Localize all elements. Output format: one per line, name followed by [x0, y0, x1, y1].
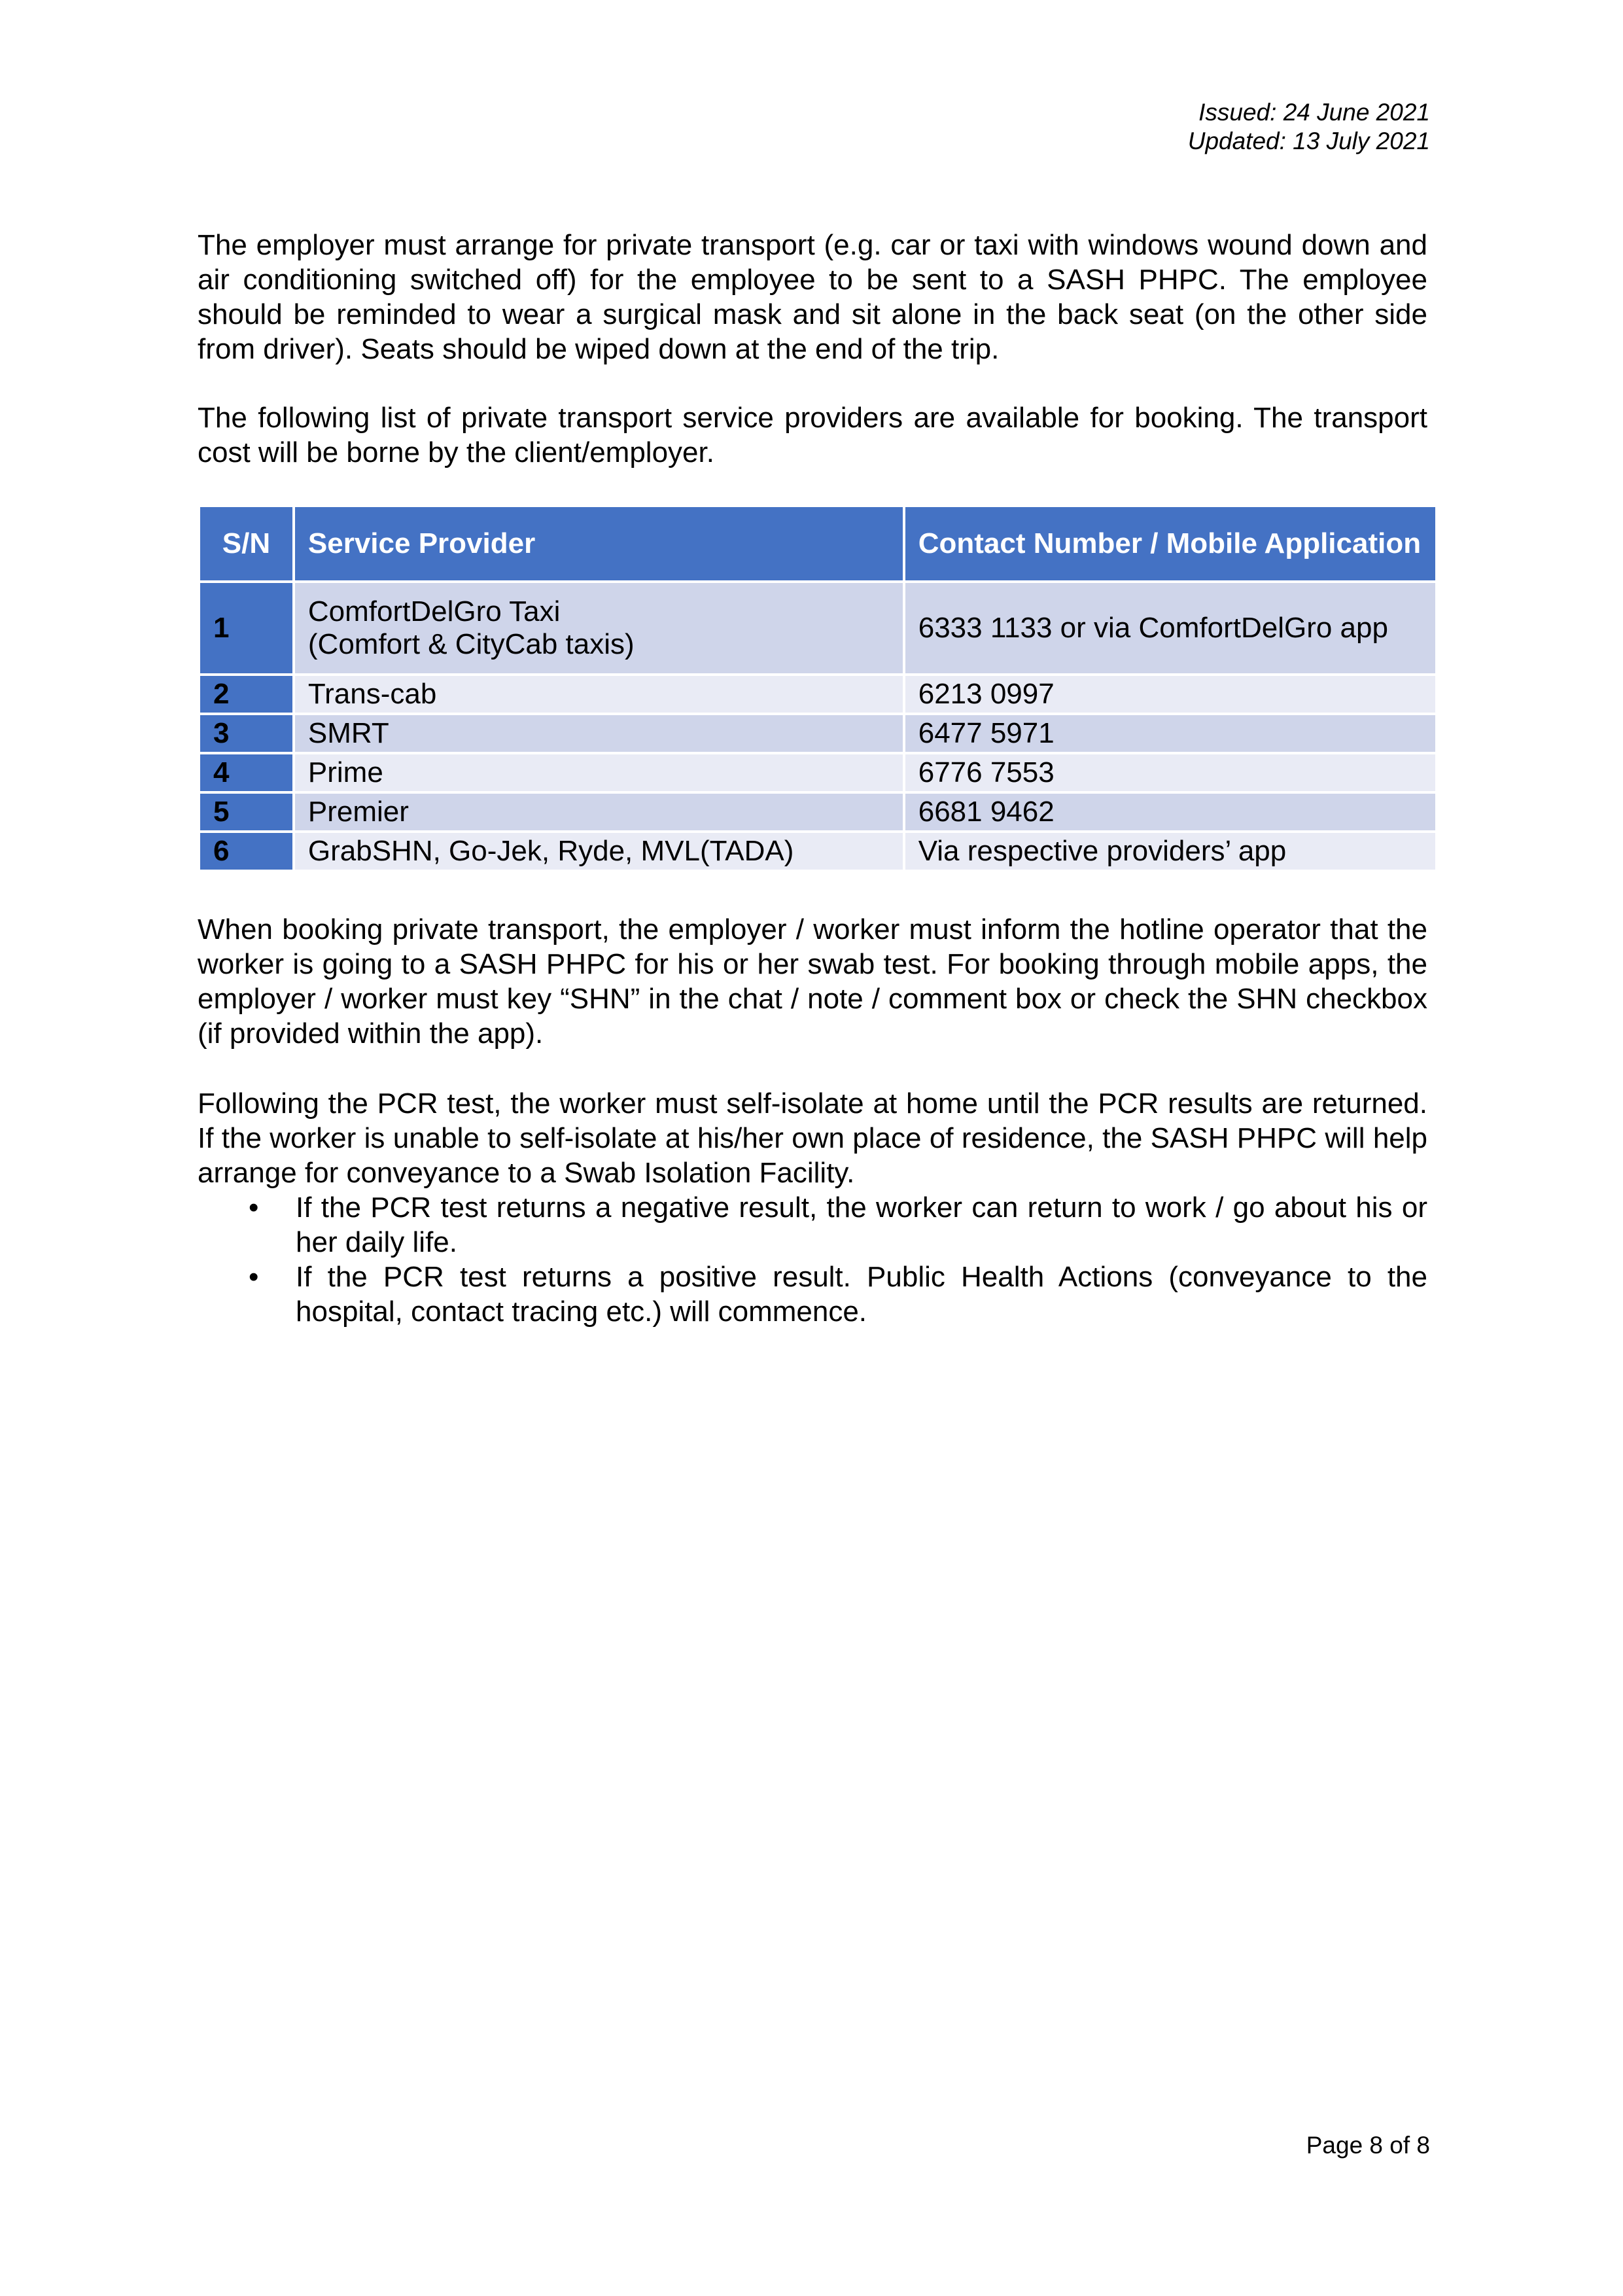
table-row — [199, 714, 1437, 753]
table-row — [199, 582, 1437, 675]
row-provider: Prime — [294, 753, 904, 792]
list-item — [198, 1190, 1427, 1260]
row-provider — [294, 582, 904, 675]
table-header-row — [199, 506, 1437, 582]
row-sn: 3 — [199, 714, 294, 753]
table-row — [199, 792, 1437, 832]
row-sn: 2 — [199, 675, 294, 714]
row-contact: 6213 0997 — [904, 675, 1437, 714]
row-provider: SMRT — [294, 714, 904, 753]
bullet-icon: • — [249, 1192, 259, 1224]
bullet-icon: • — [249, 1261, 259, 1293]
row-sn: 4 — [199, 753, 294, 792]
header-contact: Contact Number / Mobile Application — [904, 506, 1437, 582]
providers-intro-paragraph: The following list of private transport service providers are available for booking. The transport cost will be borne by the client/employer. — [198, 402, 1427, 468]
bullet-text: If the PCR test returns a negative result, the worker can return to work / go about his or her daily life. — [296, 1192, 1427, 1258]
row-contact: 6776 7553 — [904, 753, 1437, 792]
row-provider: Trans-cab — [294, 675, 904, 714]
bullet-text: If the PCR test returns a positive result. Public Health Actions (conveyance to the hospital, contact tracing etc.) will commence. — [296, 1261, 1427, 1328]
page-number: Page 8 of 8 — [1306, 2132, 1430, 2159]
row-provider: GrabSHN, Go-Jek, Ryde, MVL(TADA) — [294, 832, 904, 871]
list-item — [198, 1260, 1427, 1329]
row-contact: 6477 5971 — [904, 714, 1437, 753]
row-provider: Premier — [294, 792, 904, 832]
issued-date: Issued: 24 June 2021 — [1198, 99, 1430, 126]
row-sn: 6 — [199, 832, 294, 871]
table-row — [199, 832, 1437, 871]
transport-providers-table — [198, 504, 1438, 872]
row-sn: 1 — [199, 582, 294, 675]
row-contact: 6333 1133 or via ComfortDelGro app — [904, 582, 1437, 675]
table-row — [199, 675, 1437, 714]
row-contact: Via respective providers’ app — [904, 832, 1437, 871]
provider-note: (Comfort & CityCab taxis) — [307, 628, 635, 660]
updated-date: Updated: 13 July 2021 — [1187, 128, 1430, 154]
booking-paragraph: When booking private transport, the employer / worker must inform the hotline operator that the worker is going to a SASH PHPC for his or her swab test. For booking through mobile apps, the employer / worker must key “SHN” in the chat / note / comment box or check the SHN checkbox (if provided within the app). — [198, 913, 1427, 1050]
row-sn: 5 — [199, 792, 294, 832]
row-contact: 6681 9462 — [904, 792, 1437, 832]
header-sn: S/N — [199, 506, 294, 582]
pcr-outcomes-list — [198, 1190, 1427, 1329]
transport-intro-paragraph: The employer must arrange for private transport (e.g. car or taxi with windows wound down and air conditioning switched off) for the employee to be sent to a SASH PHPC. The employee should be reminded to wear a surgical mask and sit alone in the back seat (on the other side from driver). Seats should be wiped down at the end of the trip. — [198, 229, 1427, 365]
document-header — [1188, 98, 1430, 156]
table-row — [199, 753, 1437, 792]
provider-name: ComfortDelGro Taxi — [307, 595, 561, 627]
header-service-provider: Service Provider — [294, 506, 904, 582]
pcr-paragraph: Following the PCR test, the worker must self-isolate at home until the PCR results are returned. If the worker is unable to self-isolate at his/her own place of residence, the SASH PHPC will help arrange for conveyance to a Swab Isolation Facility. — [198, 1087, 1427, 1189]
